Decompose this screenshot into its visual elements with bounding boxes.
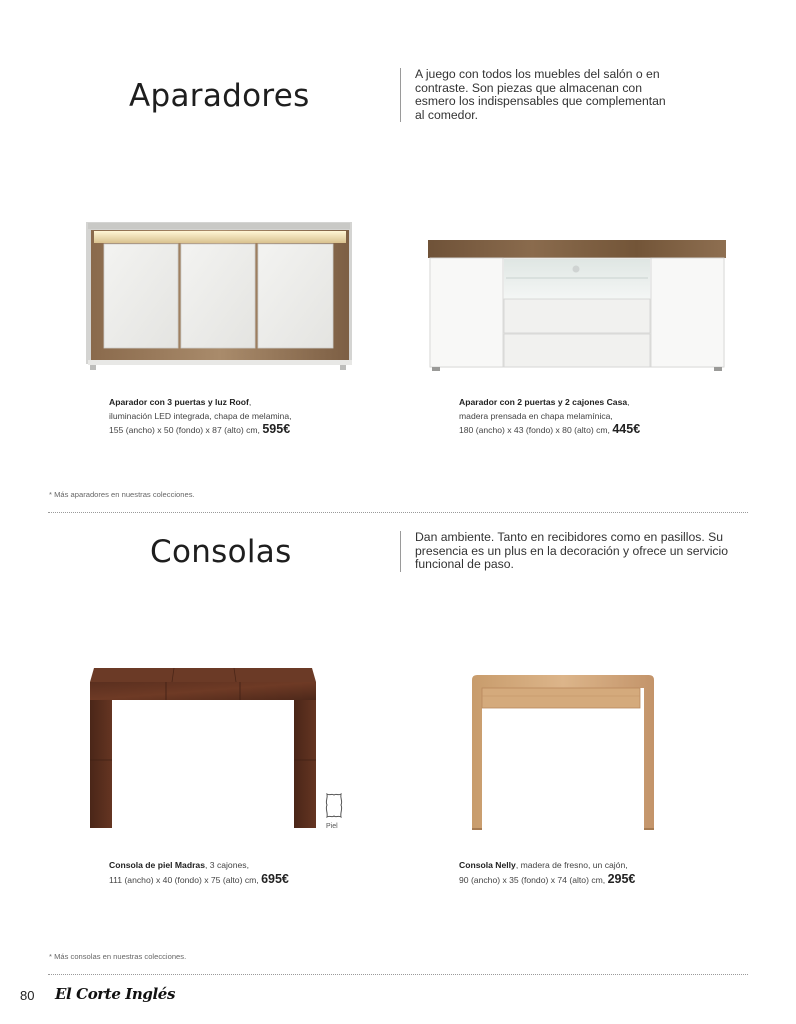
product-name: Consola Nelly bbox=[459, 860, 516, 870]
product-image-aparador-roof bbox=[84, 220, 356, 374]
leather-label: Piel bbox=[326, 823, 338, 830]
section-title-consolas: Consolas bbox=[150, 534, 292, 570]
product-name: Aparador con 2 puertas y 2 cajones Casa bbox=[459, 397, 628, 407]
brand-logo: El Corte Inglés bbox=[55, 985, 175, 1003]
product-dimensions: 111 (ancho) x 40 (fondo) x 75 (alto) cm, bbox=[109, 874, 259, 885]
product-name: Aparador con 3 puertas y luz Roof bbox=[109, 397, 249, 407]
product-price: 295€ bbox=[607, 871, 636, 886]
section-intro-consolas: Dan ambiente. Tanto en recibidores como en pasillos. Su presencia es un plus en la decoración y ofrece un servicio funcional de paso. bbox=[400, 531, 751, 572]
product-description: madera prensada en chapa melamínica, bbox=[459, 410, 613, 421]
product-name: Consola de piel Madras bbox=[109, 860, 205, 870]
section-title-aparadores: Aparadores bbox=[129, 78, 310, 114]
footnote-aparadores: * Más aparadores en nuestras colecciones. bbox=[49, 490, 195, 499]
page-number: 80 bbox=[20, 988, 35, 1003]
product-price: 695€ bbox=[261, 871, 289, 886]
product-image-consola-nelly bbox=[468, 672, 658, 832]
product-image-consola-madras bbox=[86, 664, 320, 832]
product-dimensions: 90 (ancho) x 35 (fondo) x 74 (alto) cm, bbox=[459, 874, 606, 885]
product-dimensions: 180 (ancho) x 43 (fondo) x 80 (alto) cm, bbox=[459, 425, 610, 435]
product-info-consola-nelly: Consola Nelly, madera de fresno, un cajón, 90 (ancho) x 35 (fondo) x 74 (alto) cm, 295€ bbox=[459, 860, 636, 886]
product-dimensions: 155 (ancho) x 50 (fondo) x 87 (alto) cm, bbox=[109, 425, 260, 435]
section-divider bbox=[48, 512, 748, 513]
footnote-consolas: * Más consolas en nuestras colecciones. bbox=[49, 952, 187, 961]
product-description: iluminación LED integrada, chapa de melamina, bbox=[109, 410, 292, 421]
section-divider bbox=[48, 974, 748, 975]
section-intro-aparadores: A juego con todos los muebles del salón o en contraste. Son piezas que almacenan con esmero los indispensables que complementan al comedor. bbox=[400, 68, 673, 122]
product-info-aparador-roof: Aparador con 3 puertas y luz Roof, iluminación LED integrada, chapa de melamina, 155 (ancho) x 50 (fondo) x 87 (alto) cm, 595€ bbox=[109, 396, 379, 438]
product-price: 445€ bbox=[612, 422, 641, 436]
product-info-aparador-casa: Aparador con 2 puertas y 2 cajones Casa, madera prensada en chapa melamínica, 180 (ancho) x 43 (fondo) x 80 (alto) cm, 445€ bbox=[459, 396, 739, 438]
product-price: 595€ bbox=[262, 422, 291, 436]
product-info-consola-madras: Consola de piel Madras, 3 cajones, 111 (ancho) x 40 (fondo) x 75 (alto) cm, 695€ bbox=[109, 860, 289, 886]
product-image-aparador-casa bbox=[426, 238, 728, 372]
leather-hide-icon bbox=[323, 790, 345, 822]
